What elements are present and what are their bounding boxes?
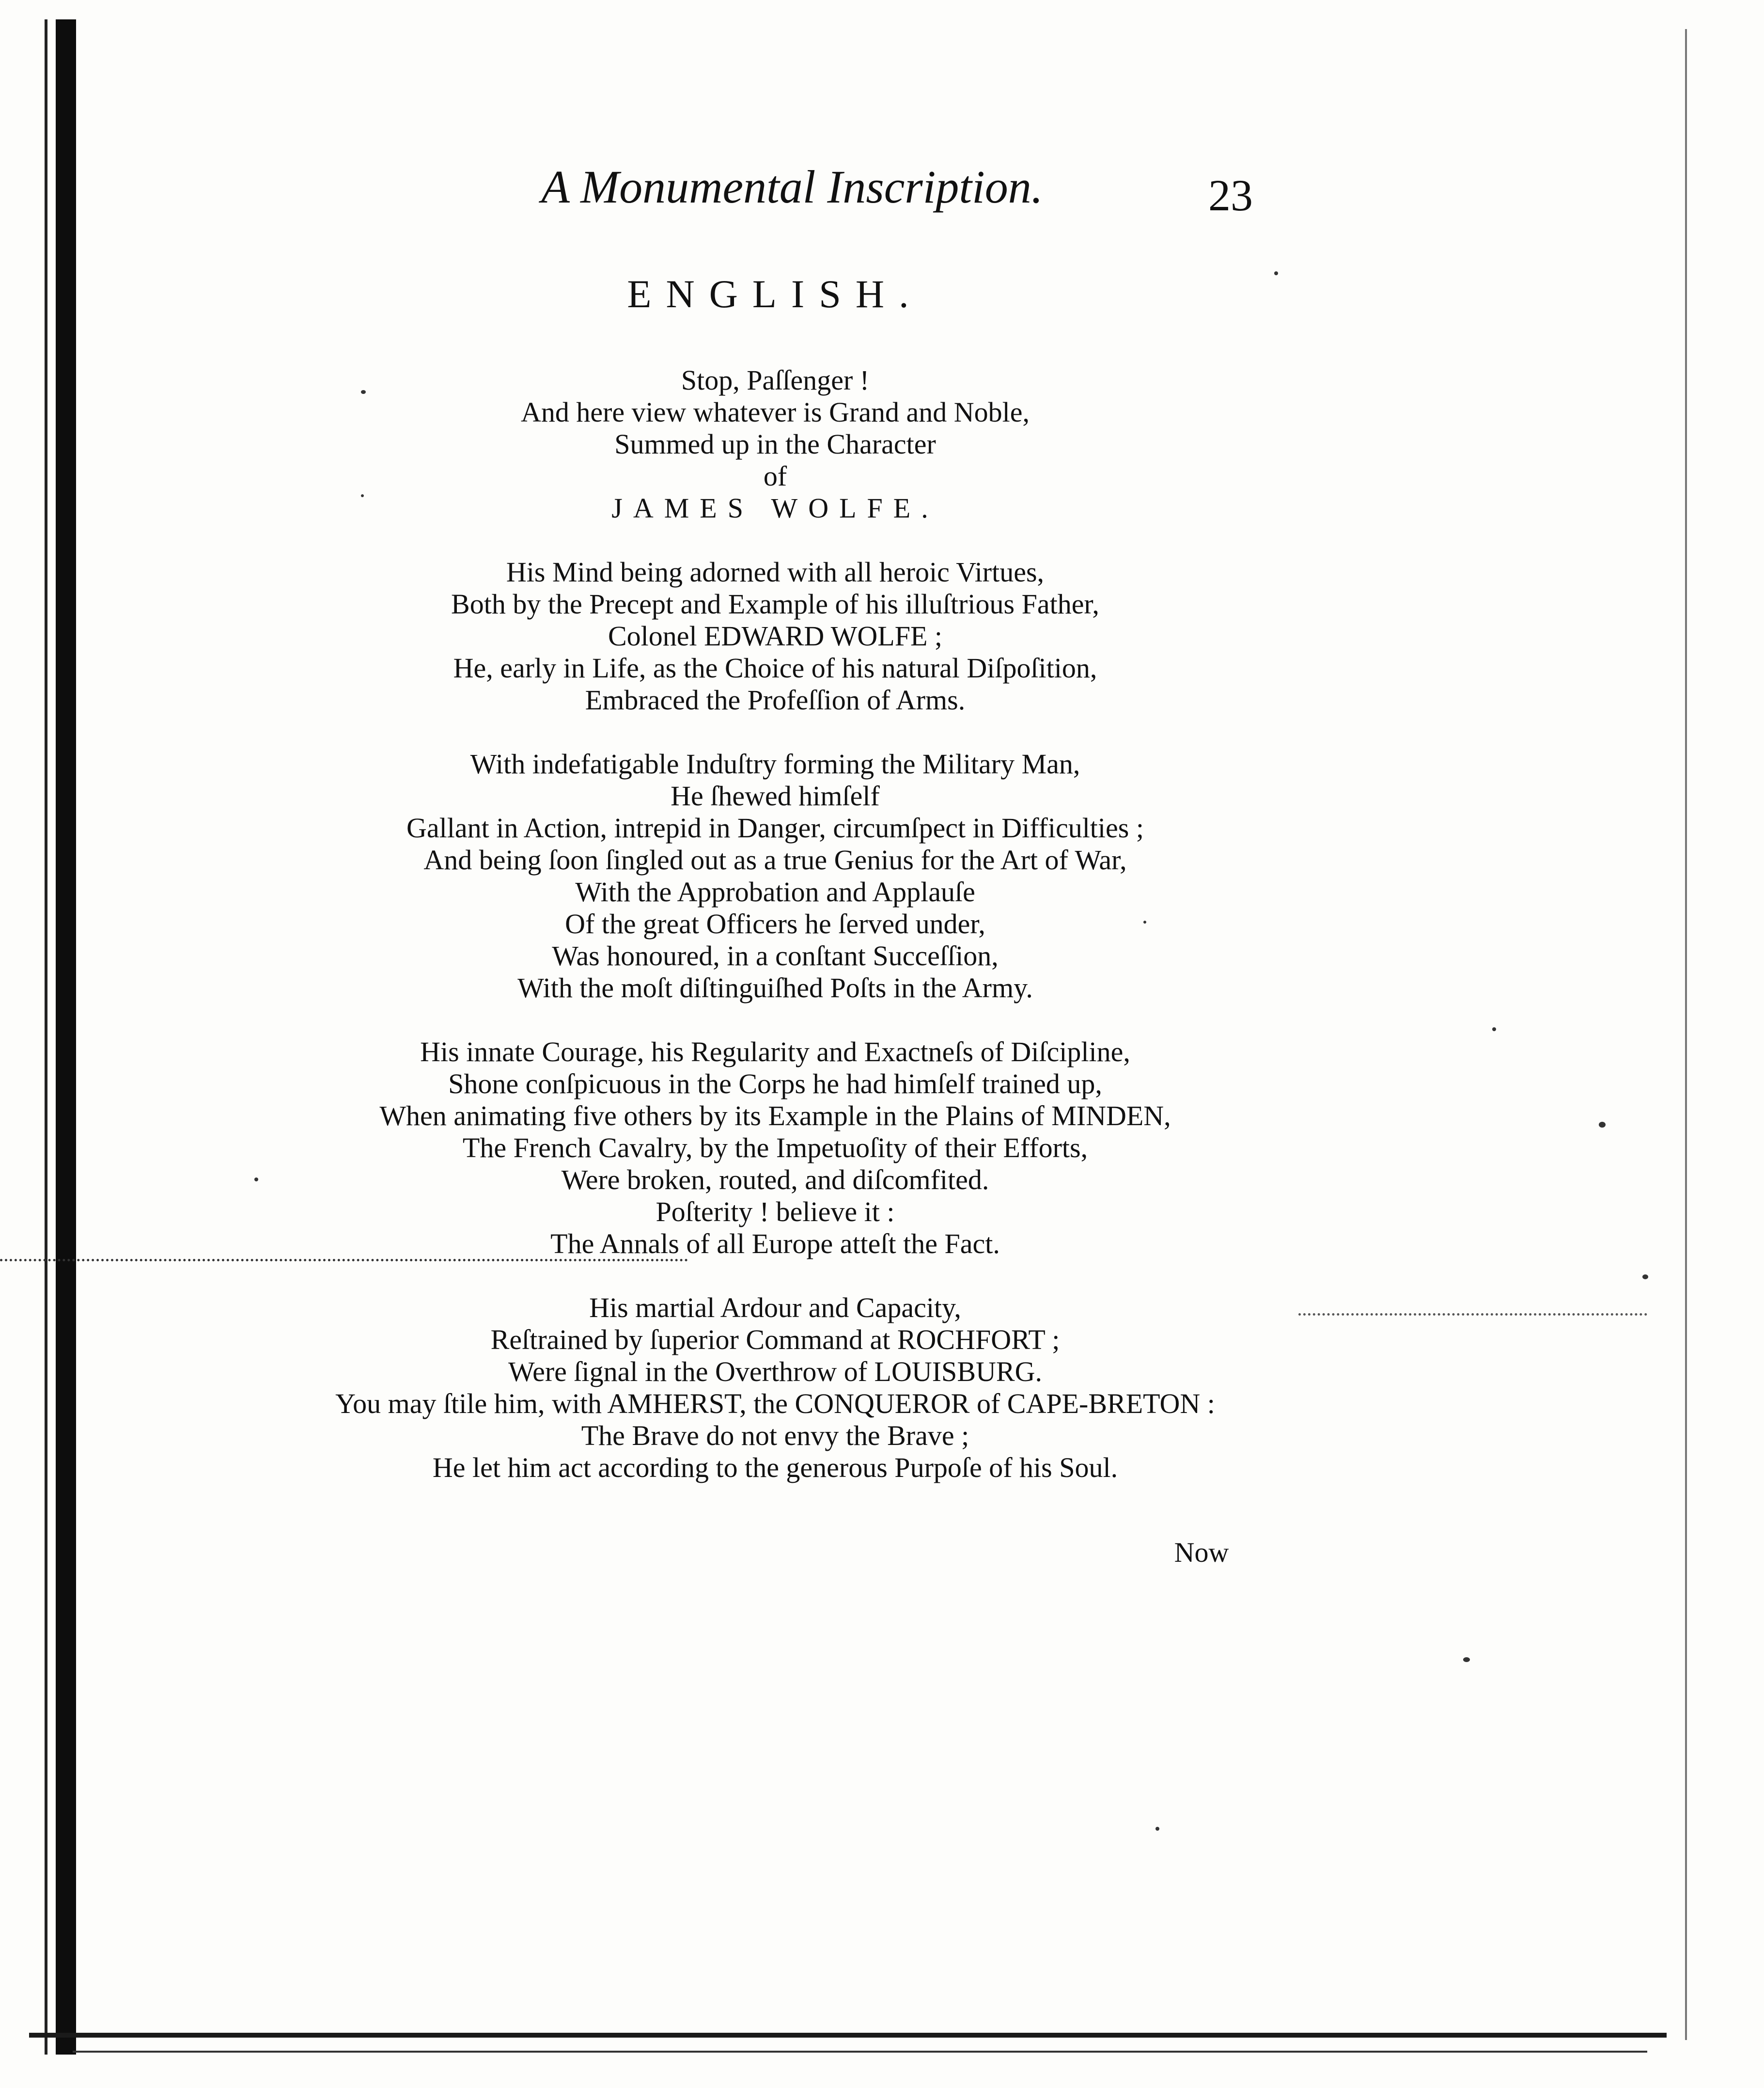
inscription-line: Was honoured, in a conſtant Succeſſion, [552,940,999,972]
stanza-break [213,1260,1337,1292]
inscription-line: Reſtrained by ſuperior Command at ROCHFORT ; [490,1324,1060,1355]
inscription-line: Were broken, routed, and diſcomfited. [561,1164,989,1195]
scan-speck [1492,1027,1496,1031]
binding-edge [45,19,47,2055]
subject-name: JAMES WOLFE. [611,492,939,524]
inscription-line: He let him act according to the generous Purpoſe of his Soul. [432,1452,1118,1483]
inscription-line: The Brave do not envy the Brave ; [581,1420,969,1451]
inscription-line: Were ſignal in the Overthrow of LOUISBURG. [508,1356,1042,1387]
scan-speck [361,494,364,497]
scan-speck [1599,1122,1606,1128]
inscription-line: Summed up in the Character [614,428,936,460]
inscription-line: When animating five others by its Example in the Plains of MINDEN, [379,1100,1171,1131]
inscription-line: Poſterity ! believe it : [656,1196,895,1227]
inscription-line: Gallant in Action, intrepid in Danger, circumſpect in Difficulties ; [406,812,1144,844]
bottom-edge [29,2033,1667,2038]
page-edge [1685,29,1687,2040]
scan-speck [361,390,366,394]
inscription-line: You may ſtile him, with AMHERST, the CONQUEROR of CAPE-BRETON : [335,1388,1215,1419]
inscription-line: Of the great Officers he ſerved under, [565,908,985,940]
inscription-line: He ſhewed himſelf [671,780,880,812]
scan-speck [1463,1657,1470,1662]
inscription-line: Shone conſpicuous in the Corps he had himſelf trained up, [448,1068,1102,1099]
scan-speck [254,1177,258,1181]
scan-artifact-line [1298,1313,1647,1316]
scan-speck [1143,921,1146,924]
stanza-break [213,716,1337,748]
inscription-line: Stop, Paſſenger ! [681,364,870,396]
inscription-line: With the moſt diſtinguiſhed Poſts in the Army. [517,972,1033,1004]
inscription-line: He, early in Life, as the Choice of his natural Diſpoſition, [453,652,1097,684]
inscription-line: The French Cavalry, by the Impetuoſity of their Efforts, [462,1132,1088,1163]
inscription-line: His innate Courage, his Regularity and Exactneſs of Diſcipline, [420,1036,1130,1068]
inscription-line: Embraced the Profeſſion of Arms. [585,684,966,716]
inscription-line: of [763,460,787,492]
bottom-edge-line [73,2051,1647,2053]
running-title: A Monumental Inscription. [541,161,1043,213]
stanza-break [213,524,1337,556]
catchword: Now [1174,1537,1229,1568]
inscription-line: With the Approbation and Applauſe [575,876,975,908]
binding-spine [56,19,76,2055]
section-heading: ENGLISH. [627,272,923,316]
inscription-line: The Annals of all Europe atteſt the Fact. [550,1228,1000,1259]
inscription-line: His Mind being adorned with all heroic Virtues, [506,556,1045,588]
inscription-line: Both by the Precept and Example of his illuſtrious Father, [451,588,1099,620]
page-number: 23 [1208,171,1253,220]
inscription-line: With indefatigable Induſtry forming the Military Man, [470,748,1080,780]
stanza-break [213,1004,1337,1036]
inscription-line: Colonel EDWARD WOLFE ; [608,620,943,652]
inscription-line: His martial Ardour and Capacity, [589,1292,961,1323]
scan-speck [1642,1274,1648,1279]
scan-speck [1274,271,1278,275]
scan-speck [1155,1827,1159,1831]
inscription-line: And being ſoon ſingled out as a true Genius for the Art of War, [423,844,1127,876]
inscription-text [213,364,1337,1484]
inscription-line: And here view whatever is Grand and Noble, [520,396,1030,428]
